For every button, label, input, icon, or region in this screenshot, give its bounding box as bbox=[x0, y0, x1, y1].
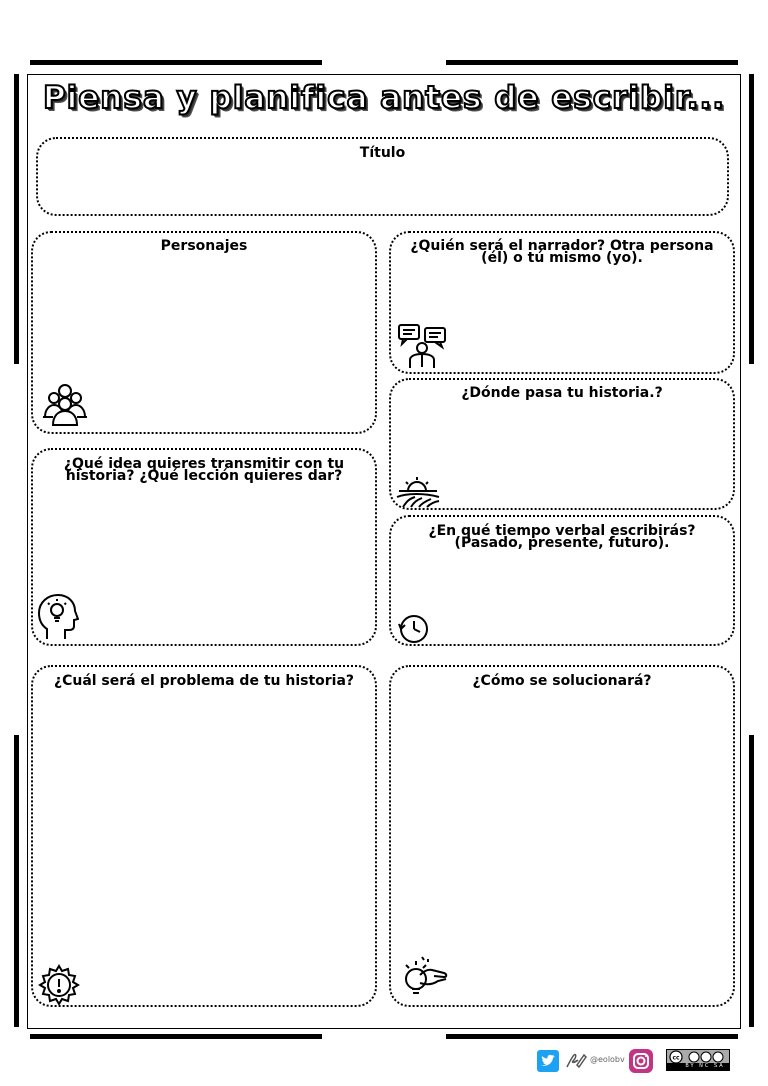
characters-label: Personajes bbox=[160, 238, 248, 254]
solution-box[interactable] bbox=[389, 665, 735, 1007]
characters-box[interactable] bbox=[31, 231, 377, 434]
sunrise-landscape-icon bbox=[395, 475, 441, 509]
idea-label-line1: ¿Qué idea quieres transmitir con tu bbox=[63, 456, 345, 472]
head-lightbulb-icon bbox=[37, 593, 79, 641]
page-title: Piensa y planifica antes de escribir... bbox=[42, 80, 726, 116]
instagram-icon[interactable] bbox=[629, 1049, 653, 1073]
title-box-label: Título bbox=[359, 145, 406, 161]
where-box[interactable] bbox=[389, 378, 735, 510]
right-upper-bar bbox=[749, 74, 754, 364]
bottom-left-bar bbox=[30, 1034, 322, 1039]
creative-commons-icon[interactable] bbox=[666, 1049, 730, 1071]
left-upper-bar bbox=[14, 74, 19, 364]
top-left-bar bbox=[30, 60, 322, 65]
idea-label-line2: historia? ¿Qué lección quieres dar? bbox=[65, 468, 343, 484]
twitter-icon[interactable] bbox=[537, 1050, 559, 1072]
narrator-box[interactable] bbox=[389, 231, 735, 374]
clock-history-icon bbox=[395, 612, 433, 646]
people-group-icon bbox=[41, 383, 89, 427]
title-box[interactable] bbox=[36, 137, 729, 216]
tense-label-line1: ¿En qué tiempo verbal escribirás? bbox=[428, 523, 696, 539]
idea-box[interactable] bbox=[31, 448, 377, 646]
hand-lightbulb-icon bbox=[400, 955, 450, 1001]
author-handle: @eolobv bbox=[590, 1055, 625, 1064]
bottom-right-bar bbox=[446, 1034, 738, 1039]
tense-box[interactable] bbox=[389, 515, 735, 646]
top-right-bar bbox=[446, 60, 738, 65]
solution-label: ¿Cómo se solucionará? bbox=[472, 673, 652, 689]
signature-icon bbox=[565, 1051, 587, 1071]
left-lower-bar bbox=[14, 735, 19, 1027]
svg-text:cc: cc bbox=[672, 1054, 680, 1062]
problem-label: ¿Cuál será el problema de tu historia? bbox=[53, 673, 355, 689]
tense-label-line2: (Pasado, presente, futuro). bbox=[454, 535, 670, 551]
where-label: ¿Dónde pasa tu historia.? bbox=[461, 385, 663, 401]
right-lower-bar bbox=[749, 735, 754, 1027]
problem-box[interactable] bbox=[31, 665, 377, 1007]
narrator-label-line2: (él) o tú mismo (yo). bbox=[481, 250, 643, 266]
narrator-label-line1: ¿Quién será el narrador? Otra persona bbox=[410, 238, 714, 254]
license-text: BY NC SA bbox=[685, 1063, 725, 1069]
speaker-chat-icon bbox=[397, 323, 449, 369]
gear-warning-icon bbox=[38, 964, 80, 1006]
